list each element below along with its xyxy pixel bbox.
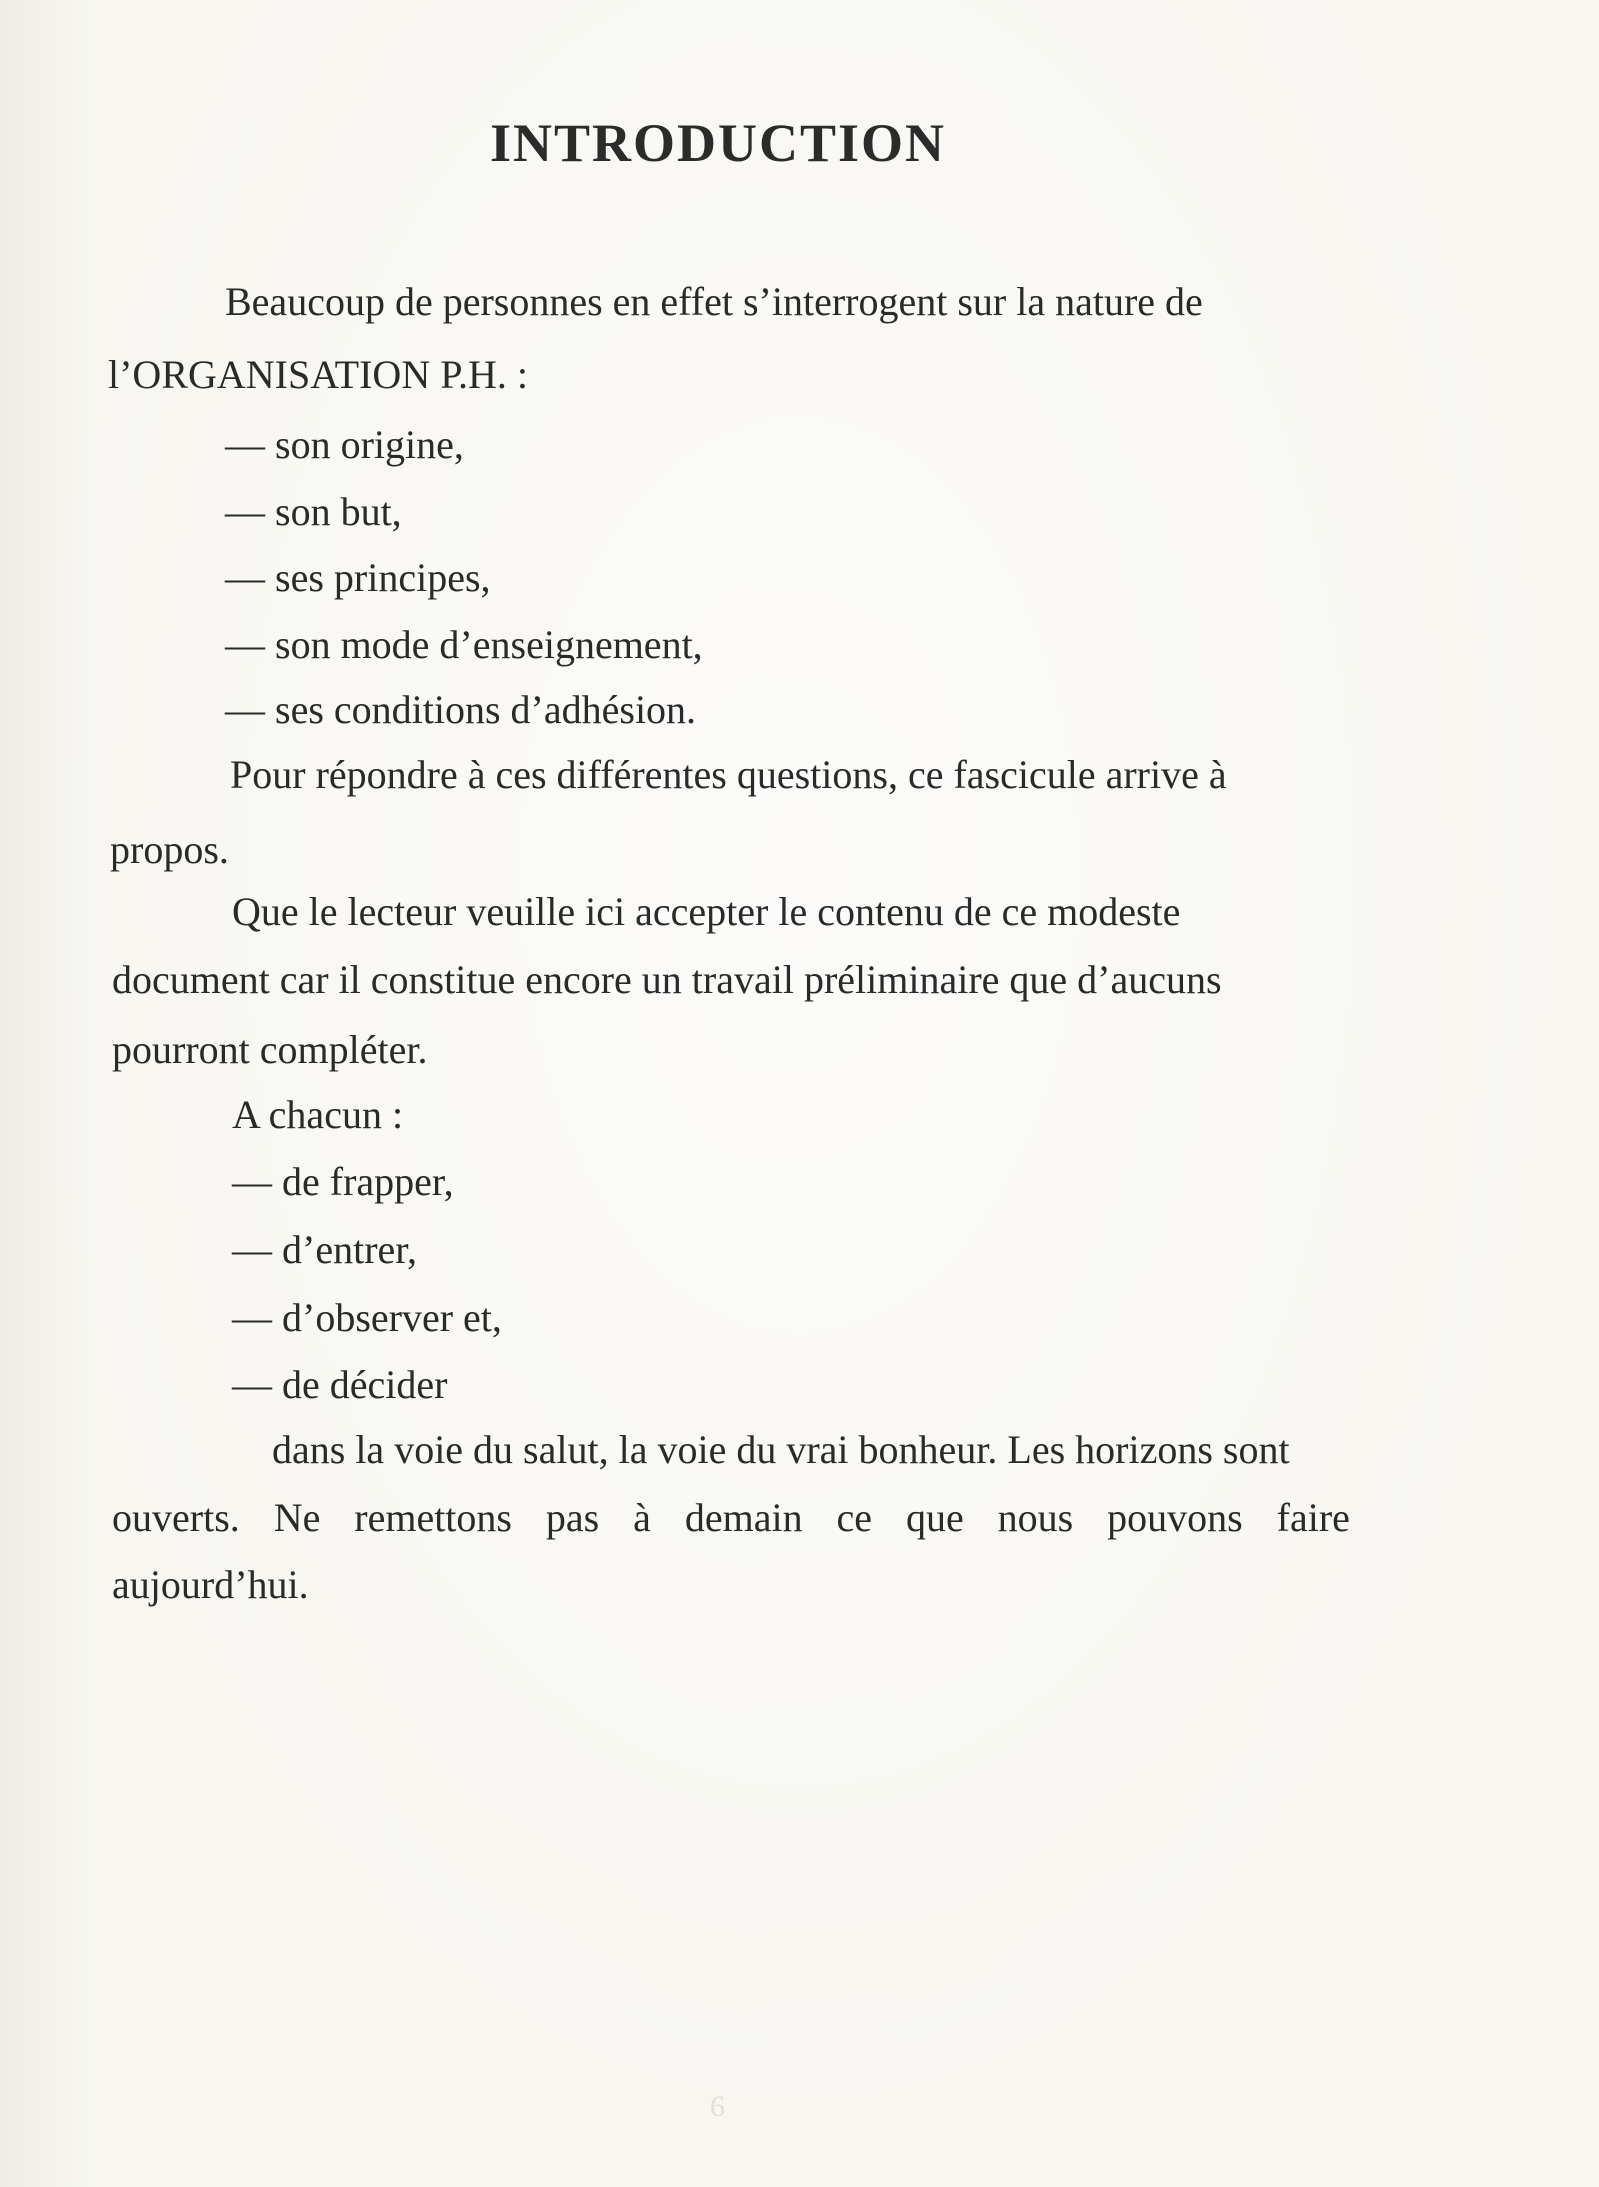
list-item-knock: — de frapper, (232, 1159, 454, 1204)
paragraph-3-line-1: Que le lecteur veuille ici accepter le contenu de ce modeste (232, 889, 1181, 934)
paragraph-3-line-2: document car il constitue encore un travail préliminaire que d’aucuns (112, 957, 1222, 1002)
list-item-principles: — ses principes, (225, 555, 491, 600)
list-item-observe: — d’observer et, (232, 1295, 502, 1340)
paragraph-4-line-3: aujourd’hui. (112, 1562, 309, 1607)
list-item-origin: — son origine, (225, 422, 464, 467)
word: faire (1276, 1495, 1350, 1540)
word: ce (836, 1495, 873, 1540)
list-item-teaching: — son mode d’enseignement, (225, 622, 703, 667)
word: demain (684, 1495, 803, 1540)
word: pouvons (1107, 1495, 1243, 1540)
word: pas (545, 1495, 600, 1540)
paragraph-1-line-2: l’ORGANISATION P.H. : (108, 352, 529, 397)
list-item-decide: — de décider (232, 1362, 448, 1407)
word: à (633, 1495, 651, 1540)
paragraph-4-line-2 (112, 1495, 1350, 1540)
list-2-intro: A chacun : (232, 1092, 404, 1137)
list-item-enter: — d’entrer, (232, 1227, 417, 1272)
word: Ne (273, 1495, 321, 1540)
paragraph-1-line-1: Beaucoup de personnes en effet s’interrogent sur la nature de (225, 279, 1203, 324)
page-title: INTRODUCTION (490, 113, 947, 173)
list-item-purpose: — son but, (225, 489, 402, 534)
word: nous (997, 1495, 1074, 1540)
paragraph-2-line-2: propos. (110, 827, 229, 872)
paragraph-3-line-3: pourront compléter. (112, 1027, 428, 1072)
page-number: 6 (710, 2090, 725, 2123)
paragraph-4-line-1: dans la voie du salut, la voie du vrai bonheur. Les horizons sont (272, 1427, 1290, 1472)
paragraph-2-line-1: Pour répondre à ces différentes questions, ce fascicule arrive à (230, 752, 1227, 797)
word: ouverts. (112, 1495, 240, 1540)
word: que (905, 1495, 964, 1540)
word: remettons (354, 1495, 512, 1540)
list-item-conditions: — ses conditions d’adhésion. (225, 687, 697, 732)
